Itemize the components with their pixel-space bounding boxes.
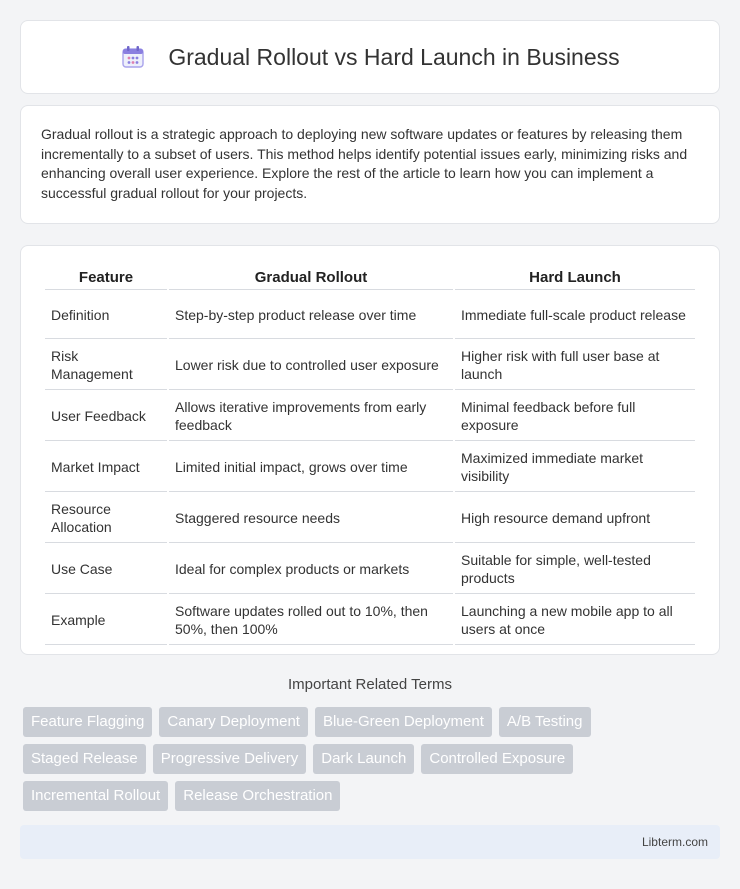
header-card <box>20 20 720 94</box>
tag-ab-testing[interactable]: A/B Testing <box>499 707 591 737</box>
tag-controlled-exposure[interactable]: Controlled Exposure <box>421 744 573 774</box>
tag-incremental-rollout[interactable]: Incremental Rollout <box>23 781 168 811</box>
table-cell: Definition <box>45 292 167 339</box>
tag-canary-deployment[interactable]: Canary Deployment <box>159 707 308 737</box>
table-cell: Risk Management <box>45 341 167 390</box>
table-row <box>45 443 695 492</box>
table-cell: Suitable for simple, well-tested products <box>455 545 695 594</box>
column-header-gradual-rollout: Gradual Rollout <box>169 268 453 290</box>
table-cell: Limited initial impact, grows over time <box>169 443 453 492</box>
table-cell: Market Impact <box>45 443 167 492</box>
table-cell: Ideal for complex products or markets <box>169 545 453 594</box>
tag-staged-release[interactable]: Staged Release <box>23 744 146 774</box>
table-cell: Staggered resource needs <box>169 494 453 543</box>
intro-text: Gradual rollout is a strategic approach to deploying new software updates or features by releasing them incrementally to a subset of users. This method helps identify potential issues early, minimizing risks and enhancing overall user experience. Explore the rest of the article to learn how you can implement a successful gradual rollout for your projects. <box>41 126 688 201</box>
table-cell: Step-by-step product release over time <box>169 292 453 339</box>
table-header-row <box>45 268 695 290</box>
table-cell: Example <box>45 596 167 645</box>
comparison-table-card <box>20 245 720 655</box>
table-cell: High resource demand upfront <box>455 494 695 543</box>
intro-card <box>20 105 720 224</box>
related-terms-tags <box>23 707 723 818</box>
tag-dark-launch[interactable]: Dark Launch <box>313 744 414 774</box>
tag-progressive-delivery[interactable]: Progressive Delivery <box>153 744 307 774</box>
tag-blue-green-deployment[interactable]: Blue-Green Deployment <box>315 707 492 737</box>
table-row <box>45 494 695 543</box>
table-row <box>45 596 695 645</box>
table-cell: User Feedback <box>45 392 167 441</box>
table-cell: Launching a new mobile app to all users at once <box>455 596 695 645</box>
footer-site-link[interactable]: Libterm.com <box>641 835 708 849</box>
comparison-table <box>43 266 697 647</box>
table-row <box>45 292 695 339</box>
table-row <box>45 341 695 390</box>
table-cell: Immediate full-scale product release <box>455 292 695 339</box>
tag-release-orchestration[interactable]: Release Orchestration <box>175 781 340 811</box>
table-cell: Minimal feedback before full exposure <box>455 392 695 441</box>
table-row <box>45 392 695 441</box>
column-header-hard-launch: Hard Launch <box>455 268 695 290</box>
table-cell: Software updates rolled out to 10%, then 50%, then 100% <box>169 596 453 645</box>
column-header-feature: Feature <box>45 268 167 290</box>
page-title: Gradual Rollout vs Hard Launch in Business <box>168 43 620 70</box>
table-cell: Use Case <box>45 545 167 594</box>
table-row <box>45 545 695 594</box>
related-terms-title: Important Related Terms <box>288 676 452 693</box>
tag-feature-flagging[interactable]: Feature Flagging <box>23 707 152 737</box>
footer <box>20 825 720 859</box>
table-cell: Maximized immediate market visibility <box>455 443 695 492</box>
table-cell: Lower risk due to controlled user exposure <box>169 341 453 390</box>
table-cell: Allows iterative improvements from early feedback <box>169 392 453 441</box>
table-cell: Resource Allocation <box>45 494 167 543</box>
table-cell: Higher risk with full user base at launch <box>455 341 695 390</box>
calendar-icon <box>120 44 146 70</box>
